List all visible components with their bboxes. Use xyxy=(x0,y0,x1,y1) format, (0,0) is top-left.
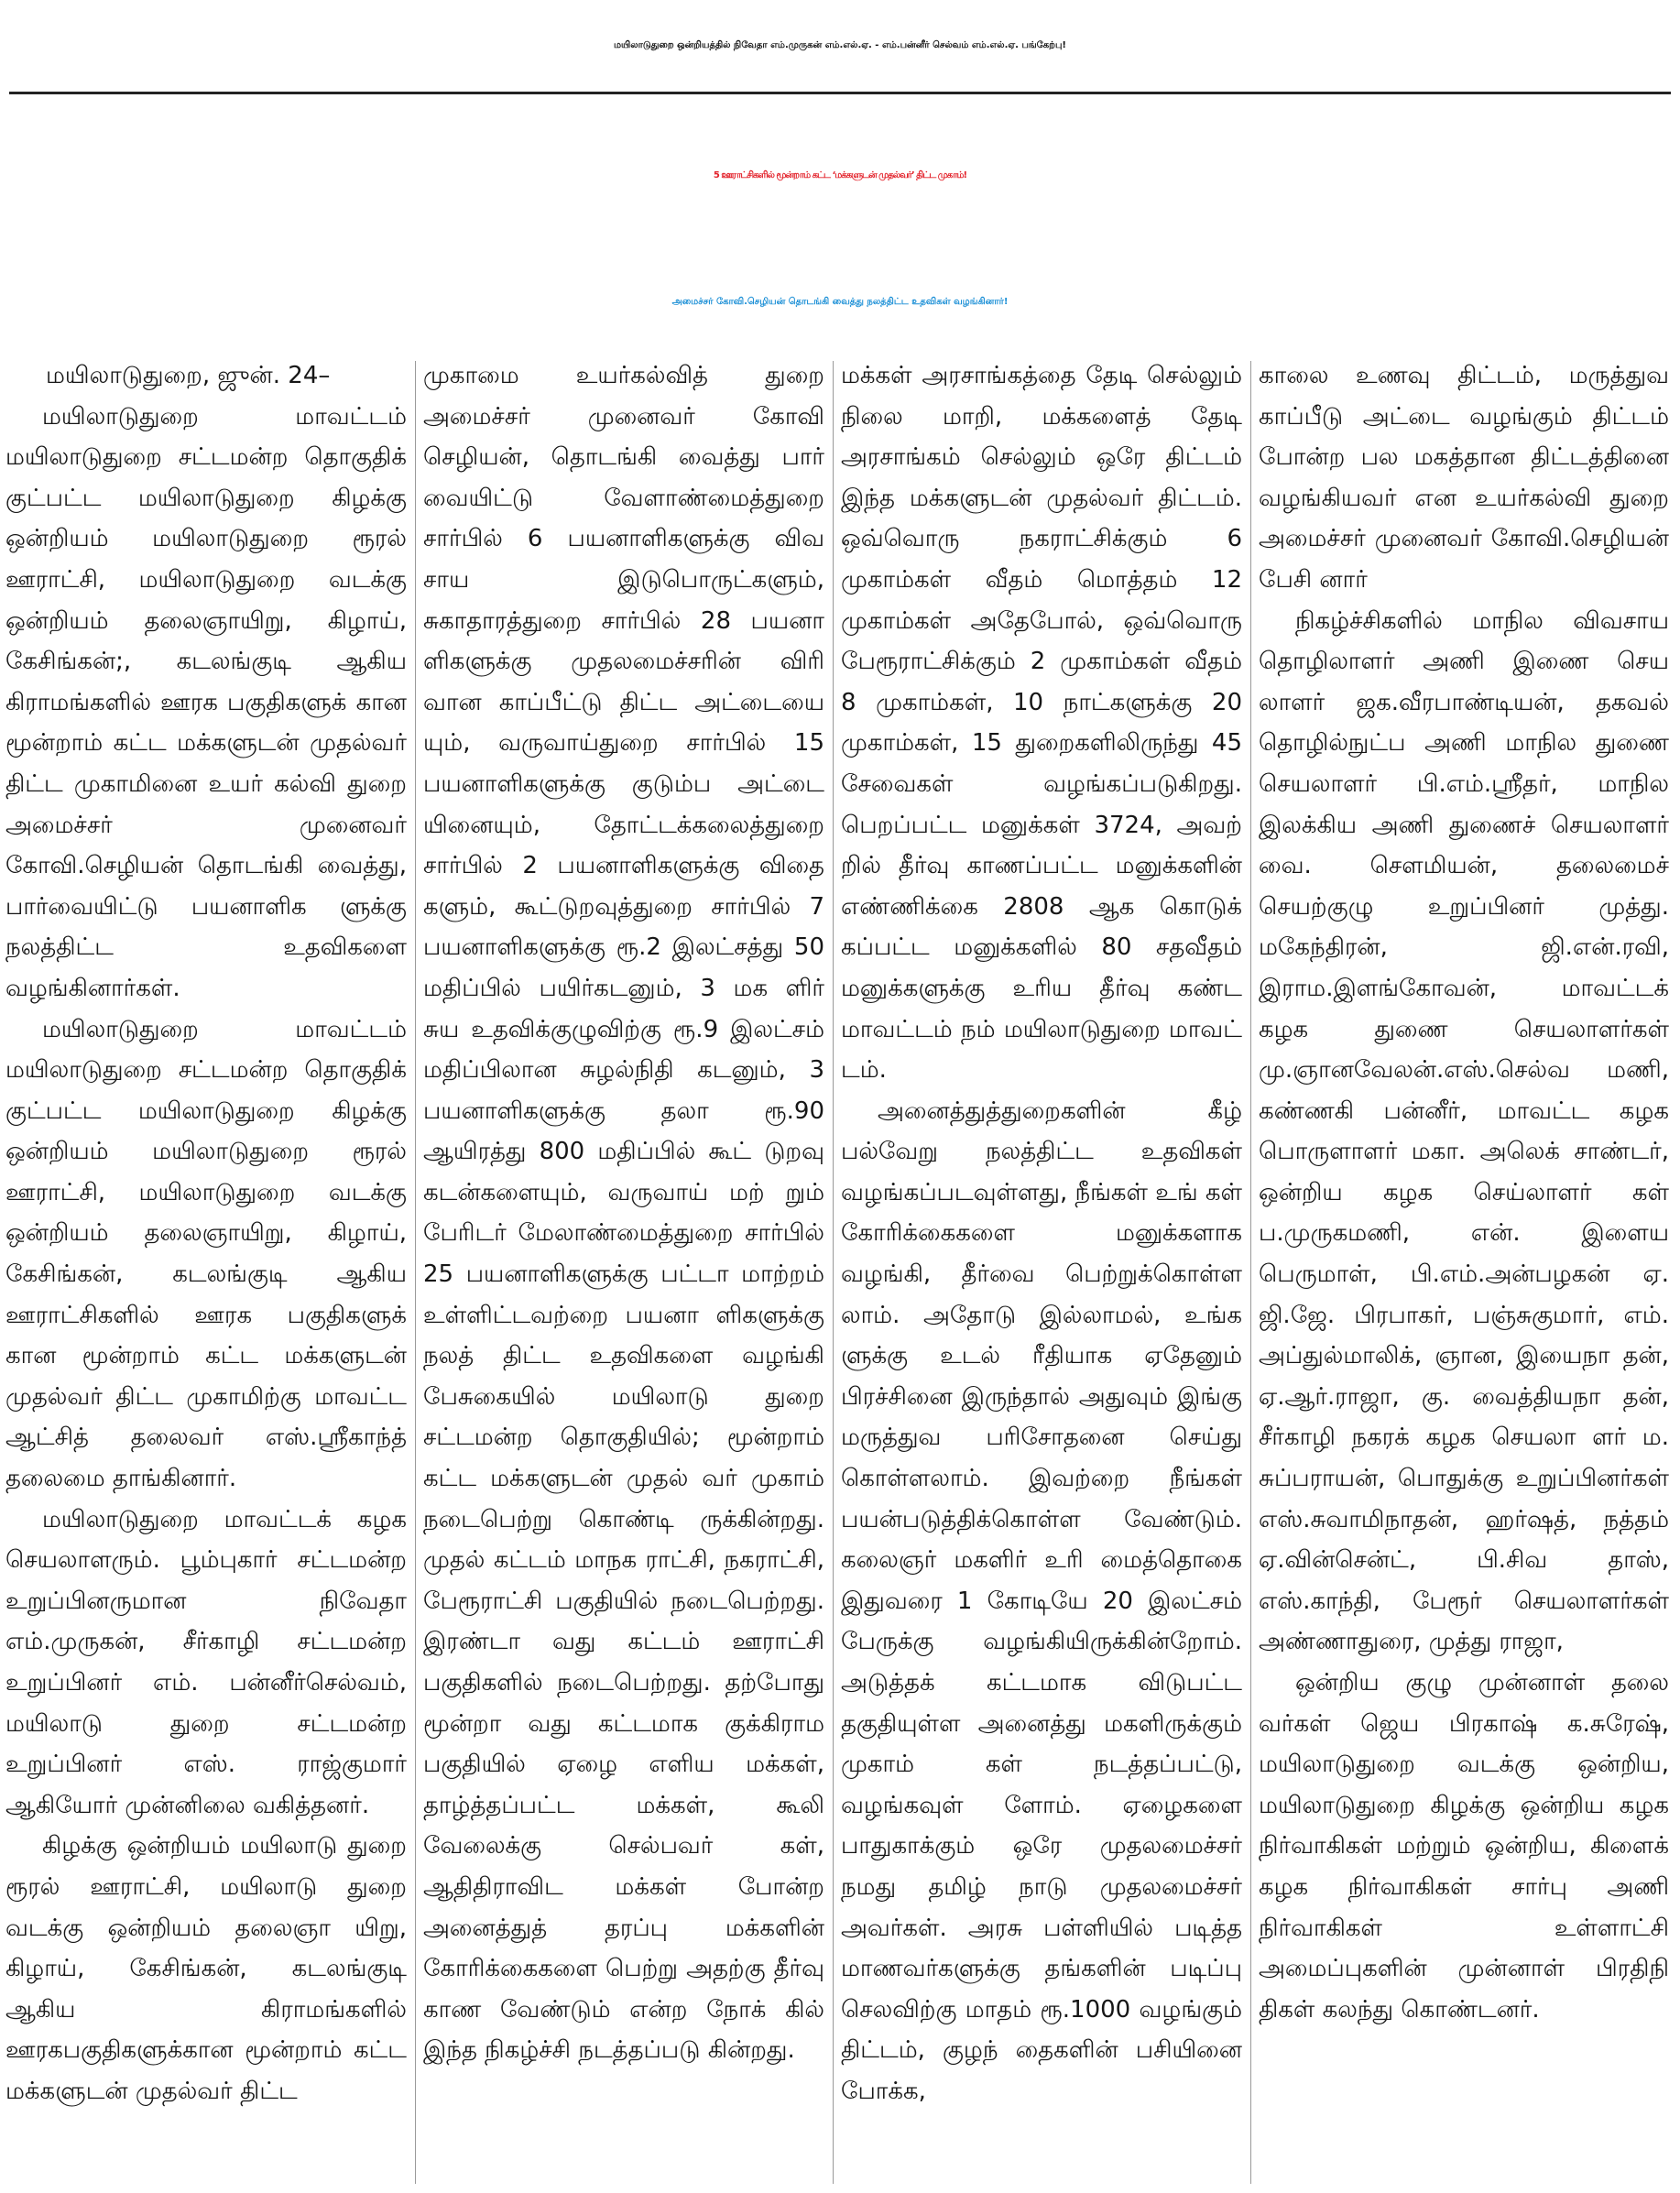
column-divider xyxy=(1250,361,1251,2184)
article-paragraph: ஒன்றிய குழு முன்னாள் தலை வர்கள் ஜெய பிரகாஷ் க.சுரேஷ், மயிலாடுதுறை வடக்கு ஒன்றிய, மயிலாடுதுறை கிழக்கு ஒன்றிய கழக நிர்வாகிகள் மற்றும் ஒன்றிய, கிளைக் கழக நிர்வாகிகள் சார்பு அணி நிர்வாகிகள் உள்ளாட்சி அமைப்புகளின் முன்னாள் பிரதிநி திகள் கலந்து கொண்டனர். xyxy=(1259,1669,1669,2024)
article-paragraph: மக்கள் அரசாங்கத்தை தேடி செல்லும் நிலை மாறி, மக்களைத் தேடி அரசாங்கம் செல்லும் ஒரே திட்டம் இந்த மக்களுடன் முதல்வர் திட்டம். ஒவ்வொரு நகராட்சிக்கும் 6 முகாம்கள் வீதம் மொத்தம் 12 முகாம்கள் அதேபோல், ஒவ்வொரு பேரூராட்சிக்கும் 2 முகாம்கள் வீதம் 8 முகாம்கள், 10 நாட்களுக்கு 20 முகாம்கள், 15 துறைகளிலிருந்து 45 சேவைகள் வழங்கப்படுகிறது. பெறப்பட்ட மனுக்கள் 3724, அவற் றில் தீர்வு காணப்பட்ட மனுக்களின் எண்ணிக்கை 2808 ஆக கொடுக் கப்பட்ட மனுக்களில் 80 சதவீதம் மனுக்களுக்கு உரிய தீர்வு கண்ட மாவட்டம் நம் மயிலாடுதுறை மாவட் டம். xyxy=(841,362,1242,1085)
article-paragraph: மயிலாடுதுறை மாவட்டம் மயிலாடுதுறை சட்டமன்ற தொகுதிக் குட்பட்ட மயிலாடுதுறை கிழக்கு ஒன்றியம் மயிலாடுதுறை ரூரல் ஊராட்சி, மயிலாடுதுறை வடக்கு ஒன்றியம் தலைஞாயிறு, கிழாய், கேசிங்கன், கடலங்குடி ஆகிய ஊராட்சிகளில் ஊரக பகுதிகளுக் கான மூன்றாம் கட்ட மக்களுடன் முதல்வர் திட்ட முகாமிற்கு மாவட்ட ஆட்சித் தலைவர் எஸ்.ஸ்ரீகாந்த் தலைமை தாங்கினார். xyxy=(5,1015,407,1493)
headline: 5 ஊராட்சிகளில் மூன்றாம் கட்ட ‘மக்களுடன் முதல்வர்’ திட்ட முகாம்! xyxy=(713,170,967,180)
column-divider xyxy=(415,361,416,2184)
article-body xyxy=(5,355,1675,2188)
article-paragraph: அனைத்துத்துறைகளின் கீழ் பல்வேறு நலத்திட்ட உதவிகள் வழங்கப்படவுள்ளது, நீங்கள் உங் கள் கோரிக்கைகளை மனுக்களாக வழங்கி, தீர்வை பெற்றுக்கொள்ள லாம். அதோடு இல்லாமல், உங்க ளுக்கு உடல் ரீதியாக ஏதேனும் பிரச்சினை இருந்தால் அதுவும் இங்கு மருத்துவ பரிசோதனை செய்து கொள்ளலாம். இவற்றை நீங்கள் பயன்படுத்திக்கொள்ள வேண்டும். கலைஞர் மகளிர் உரி மைத்தொகை இதுவரை 1 கோடியே 20 இலட்சம் பேருக்கு வழங்கியிருக்கின்றோம். அடுத்தக் கட்டமாக விடுபட்ட தகுதியுள்ள அனைத்து மகளிருக்கும் முகாம் கள் நடத்தப்பட்டு, வழங்கவுள் ளோம். ஏழைகளை பாதுகாக்கும் ஒரே முதலமைச்சர் நமது தமிழ் நாடு முதலமைச்சர் அவர்கள். அரசு பள்ளியில் படித்த மாணவர்களுக்கு தங்களின் படிப்பு செலவிற்கு மாதம் ரூ.1000 வழங்கும் திட்டம், குழந் தைகளின் பசியினை போக்க, xyxy=(841,1096,1242,2105)
article-paragraph: காலை உணவு திட்டம், மருத்துவ காப்பீடு அட்டை வழங்கும் திட்டம் போன்ற பல மகத்தான திட்டத்தினை வழங்கியவர் என உயர்கல்வி துறை அமைச்சர் முனைவர் கோவி.செழியன் பேசி னார் xyxy=(1259,362,1669,594)
article-paragraph: கிழக்கு ஒன்றியம் மயிலாடு துறை ரூரல் ஊராட்சி, மயிலாடு துறை வடக்கு ஒன்றியம் தலைஞா யிறு, கிழாய், கேசிங்கன், கடலங்குடி ஆகிய கிராமங்களில் ஊரகபகுதிகளுக்கான மூன்றாம் கட்ட மக்களுடன் முதல்வர் திட்ட xyxy=(5,1832,407,2105)
kicker-rule xyxy=(9,92,1671,94)
article-paragraph: மயிலாடுதுறை மாவட்டம் மயிலாடுதுறை சட்டமன்ற தொகுதிக் குட்பட்ட மயிலாடுதுறை கிழக்கு ஒன்றியம் மயிலாடுதுறை ரூரல் ஊராட்சி, மயிலாடுதுறை வடக்கு ஒன்றியம் தலைஞாயிறு, கிழாய், கேசிங்கன்;, கடலங்குடி ஆகிய கிராமங்களில் ஊரக பகுதிகளுக் கான மூன்றாம் கட்ட மக்களுடன் முதல்வர் திட்ட முகாமினை உயர் கல்வி துறை அமைச்சர் முனைவர் கோவி.செழியன் தொடங்கி வைத்து, பார்வையிட்டு பயனாளிக ளுக்கு நலத்திட்ட உதவிகளை வழங்கினார்கள். xyxy=(5,402,407,1002)
article-paragraph: மயிலாடுதுறை மாவட்டக் கழக செயலாளரும். பூம்புகார் சட்டமன்ற உறுப்பினருமான நிவேதா எம்.முருகன், சீர்காழி சட்டமன்ற உறுப்பினர் எம். பன்னீர்செல்வம், மயிலாடு துறை சட்டமன்ற உறுப்பினர் எஸ். ராஜ்குமார் ஆகியோர் முன்னிலை வகித்தனர். xyxy=(5,1505,407,1819)
subheadline: அமைச்சர் கோவி.செழியன் தொடங்கி வைத்து நலத்திட்ட உதவிகள் வழங்கினார்! xyxy=(671,297,1009,307)
kicker-line: மயிலாடுதுறை ஒன்றியத்தில் நிவேதா எம்.முருகன் எம்.எல்.ஏ. - எம்.பன்னீர் செல்வம் எம்.எல்.ஏ. பங்கேற்பு! xyxy=(614,40,1066,50)
article-column-3 xyxy=(841,355,1242,2188)
article-paragraph: நிகழ்ச்சிகளில் மாநில விவசாய தொழிலாளர் அணி இணை செய லாளர் ஜக.வீரபாண்டியன், தகவல் தொழில்நுட்ப அணி மாநில துணை செயலாளர் பி.எம்.ஸ்ரீதர், மாநில இலக்கிய அணி துணைச் செயலாளர் வை. சௌமியன், தலைமைச் செயற்குழு உறுப்பினர் முத்து. மகேந்திரன், ஜி.என்.ரவி, இராம.இளங்கோவன், மாவட்டக் கழக துணை செயலாளர்கள் மு.ஞானவேலன்.எஸ்.செல்வ மணி, கண்ணகி பன்னீர், மாவட்ட கழக பொருளாளர் மகா. அலெக் சாண்டர், ஒன்றிய கழக செய்லாளர் கள் ப.முருகமணி, என். இளைய பெருமாள், பி.எம்.அன்பழகன் ஏ. ஜி.ஜே. பிரபாகர், பஞ்சுகுமார், எம். அப்துல்மாலிக், ஞான, இயைநா தன், ஏ.ஆர்.ராஜா, கு. வைத்தியநா தன், சீர்காழி நகரக் கழக செயலா ளர் ம. சுப்பராயன், பொதுக்கு உறுப்பினர்கள் எஸ்.சுவாமிநாதன், ஹர்ஷத், நத்தம் ஏ.வின்சென்ட், பி.சிவ தாஸ், எஸ்.காந்தி, பேரூர் செயலாளர்கள் அண்ணாதுரை, முத்து ராஜா, xyxy=(1259,606,1669,1656)
article-column-2 xyxy=(423,355,824,2188)
article-column-4 xyxy=(1259,355,1669,2188)
dateline: மயிலாடுதுறை, ஜுன். 24– xyxy=(46,362,331,389)
column-divider xyxy=(833,361,834,2184)
article-paragraph: முகாமை உயர்கல்வித் துறை அமைச்சர் முனைவர் கோவி செழியன், தொடங்கி வைத்து பார் வையிட்டு வேளாண்மைத்துறை சார்பில் 6 பயனாளிகளுக்கு விவ சாய இடுபொருட்களும், சுகாதாரத்துறை சார்பில் 28 பயனா ளிகளுக்கு முதலமைச்சரின் விரி வான காப்பீட்டு திட்ட அட்டையை யும், வருவாய்துறை சார்பில் 15 பயனாளிகளுக்கு குடும்ப அட்டை யினையும், தோட்டக்கலைத்துறை சார்பில் 2 பயனாளிகளுக்கு விதை களும், கூட்டுறவுத்துறை சார்பில் 7 பயனாளிகளுக்கு ரூ.2 இலட்சத்து 50 மதிப்பில் பயிர்கடனும், 3 மக ளிர் சுய உதவிக்குழுவிற்கு ரூ.9 இலட்சம் மதிப்பிலான சுழல்நிதி கடனும், 3 பயனாளிகளுக்கு தலா ரூ.90 ஆயிரத்து 800 மதிப்பில் கூட் டுறவு கடன்களையும், வருவாய் மற் றும் பேரிடர் மேலாண்மைத்துறை சார்பில் 25 பயனாளிகளுக்கு பட்டா மாற்றம் உள்ளிட்டவற்றை பயனா ளிகளுக்கு நலத் திட்ட உதவிகளை வழங்கி பேசுகையில் மயிலாடு துறை சட்டமன்ற தொகுதியில்; மூன்றாம் கட்ட மக்களுடன் முதல் வர் முகாம் நடைபெற்று கொண்டி ருக்கின்றது. முதல் கட்டம் மாநக ராட்சி, நகராட்சி, பேரூராட்சி பகுதியில் நடைபெற்றது. இரண்டா வது கட்டம் ஊராட்சி பகுதிகளில் நடைபெற்றது. தற்போது மூன்றா வது கட்டமாக குக்கிராம பகுதியில் ஏழை எளிய மக்கள், தாழ்த்தப்பட்ட மக்கள், கூலி வேலைக்கு செல்பவர் கள், ஆதிதிராவிட மக்கள் போன்ற அனைத்துத் தரப்பு மக்களின் கோரிக்கைகளை பெற்று அதற்கு தீர்வு காண வேண்டும் என்ற நோக் கில் இந்த நிகழ்ச்சி நடத்தப்படு கின்றது. xyxy=(423,362,824,2065)
article-column-1 xyxy=(5,355,407,2188)
